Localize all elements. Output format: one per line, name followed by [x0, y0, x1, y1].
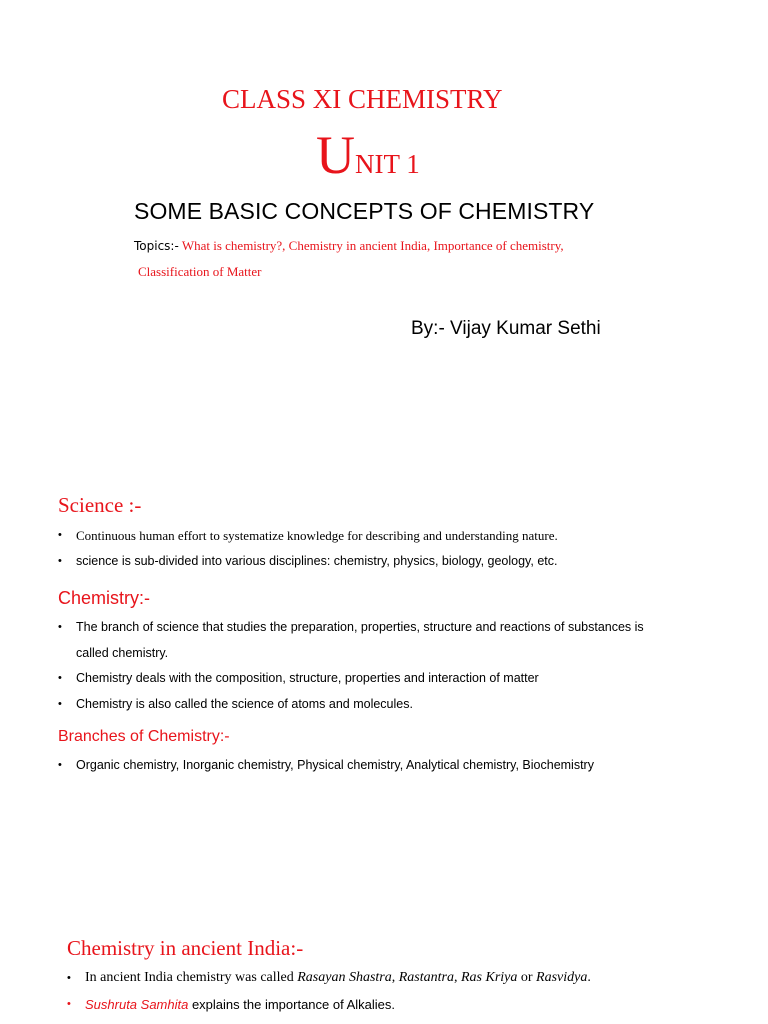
unit-rest: NIT 1	[355, 149, 420, 179]
branches-heading: Branches of Chemistry:-	[58, 728, 230, 745]
topics-line-1	[134, 238, 564, 254]
unit-title	[316, 125, 420, 185]
chemistry-bullet-1-line-2: called chemistry.	[76, 646, 169, 660]
separator: ,	[391, 970, 399, 985]
term-rasayan-shastra: Rasayan Shastra	[297, 970, 392, 985]
ancient-india-bullet-1	[85, 970, 591, 986]
science-bullet-1: Continuous human effort to systematize knowledge for describing and understanding nature.	[76, 528, 558, 543]
branches-bullet: Organic chemistry, Inorganic chemistry, Physical chemistry, Analytical chemistry, Biochemistry	[76, 758, 594, 772]
page-subtitle: SOME BASIC CONCEPTS OF CHEMISTRY	[134, 198, 595, 224]
bullet-icon: •	[58, 529, 62, 541]
bullet-icon: •	[58, 759, 62, 771]
term-ras-kriya: Ras Kriya	[460, 970, 518, 985]
ancient-india-bullet-2	[85, 997, 395, 1012]
sentence-end: .	[587, 970, 591, 985]
topics-prefix: Topics:-	[134, 239, 179, 253]
term-rasvidya: Rasvidya	[536, 970, 588, 985]
bullet-icon: •	[67, 972, 71, 984]
unit-initial: U	[316, 125, 355, 185]
bullet-icon: •	[58, 555, 62, 567]
ancient-india-heading: Chemistry in ancient India:-	[67, 936, 304, 960]
separator: ,	[453, 970, 461, 985]
chemistry-bullet-1-line-1: The branch of science that studies the preparation, properties, structure and reactions of substances is	[76, 620, 644, 634]
separator: or	[517, 970, 537, 985]
author: By:- Vijay Kumar Sethi	[411, 318, 601, 339]
term-rastantra: Rastantra	[398, 970, 454, 985]
chemistry-heading: Chemistry:-	[58, 588, 151, 608]
science-heading: Science :-	[58, 493, 142, 517]
chemistry-bullet-3: Chemistry is also called the science of atoms and molecules.	[76, 697, 413, 711]
term-sushruta-samhita: Sushruta Samhita	[85, 997, 189, 1012]
bullet-icon: •	[67, 998, 71, 1010]
class-title: CLASS XI CHEMISTRY	[222, 84, 503, 114]
topics-line-2: Classification of Matter	[138, 264, 262, 279]
ancient-india-bullet-2-text: explains the importance of Alkalies.	[188, 997, 396, 1012]
science-bullet-2: science is sub-divided into various disciplines: chemistry, physics, biology, geology, etc.	[76, 554, 558, 568]
bullet-icon: •	[58, 621, 62, 633]
bullet-icon: •	[58, 672, 62, 684]
bullet-icon: •	[58, 698, 62, 710]
ancient-india-text: In ancient India chemistry was called	[85, 970, 298, 985]
topics-list-1: What is chemistry?, Chemistry in ancient India, Importance of chemistry,	[178, 238, 564, 253]
chemistry-bullet-2: Chemistry deals with the composition, structure, properties and interaction of matter	[76, 671, 539, 685]
